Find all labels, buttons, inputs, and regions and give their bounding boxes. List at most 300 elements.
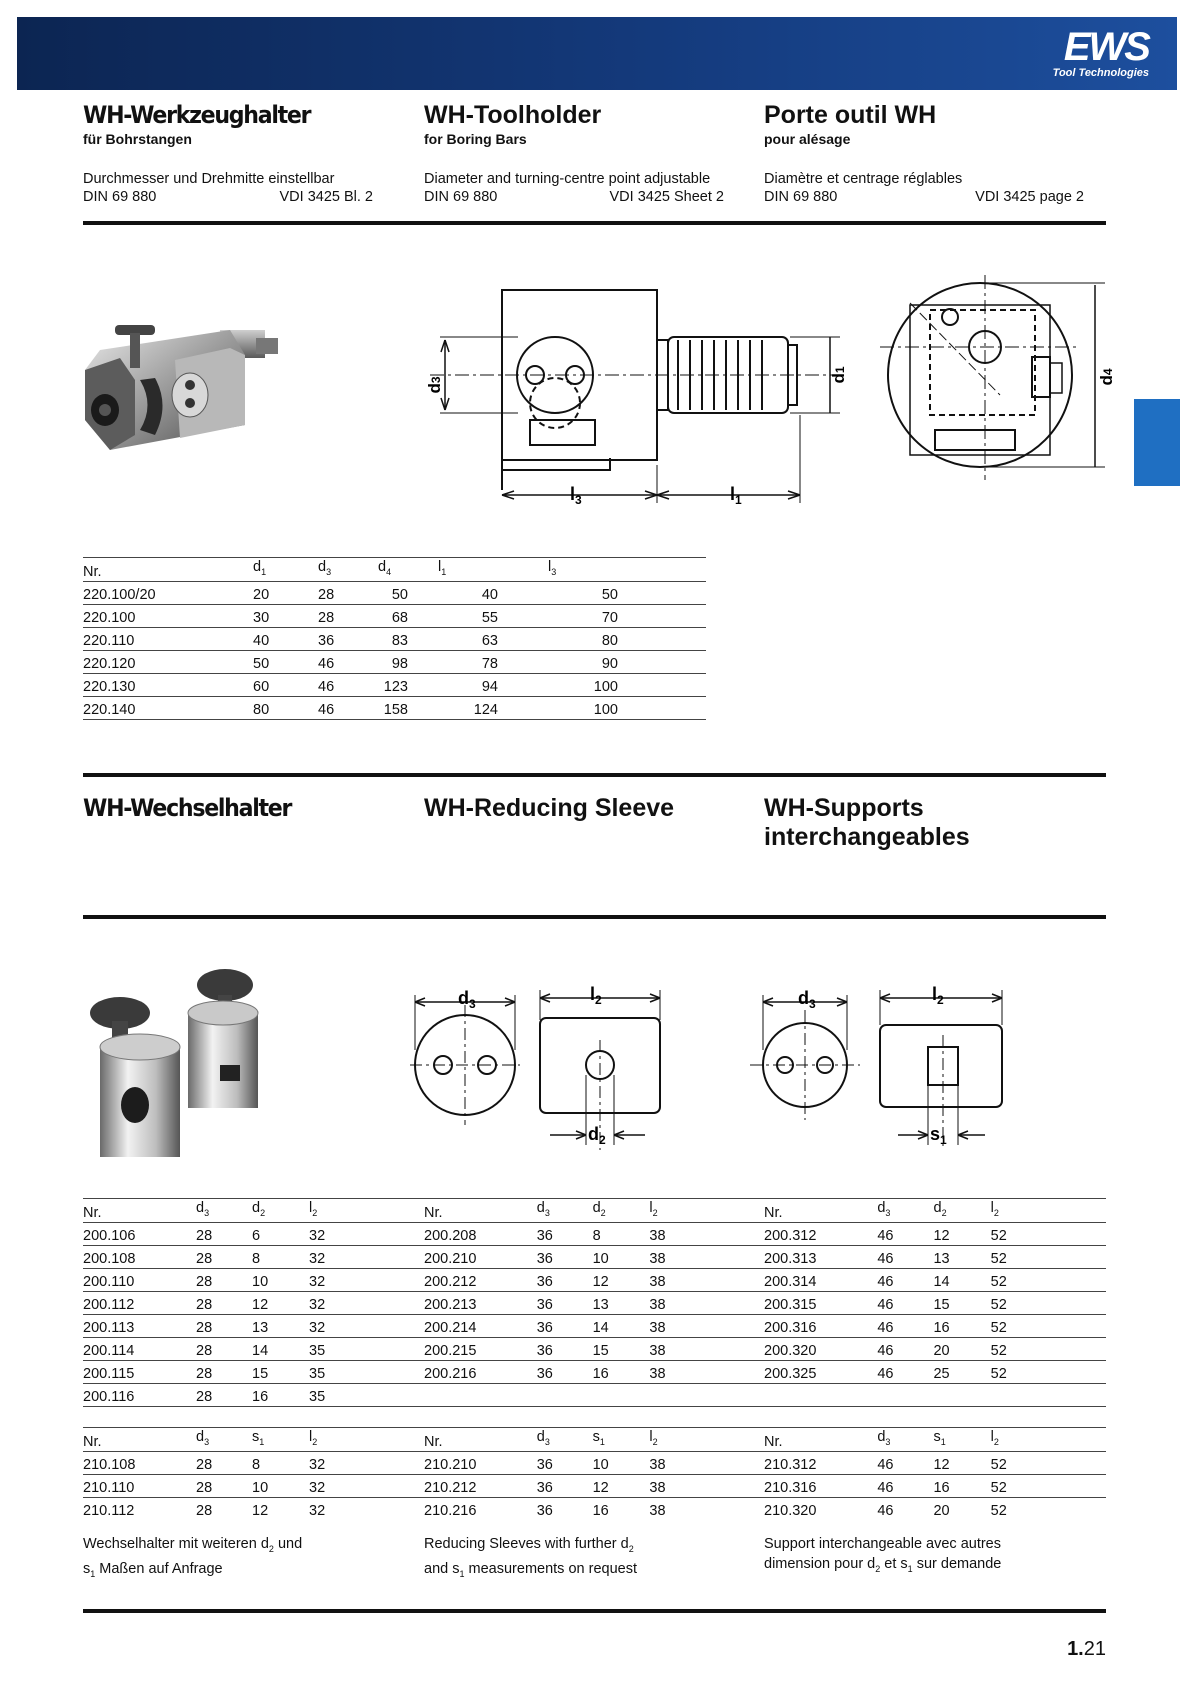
table-cell: 10 — [252, 1268, 309, 1291]
table-cell: 36 — [537, 1291, 593, 1314]
header-label: l — [649, 1200, 653, 1216]
header-subscript: 3 — [326, 566, 332, 577]
table-row — [424, 1497, 764, 1520]
section2-fr-heading — [764, 794, 970, 852]
table-header-cell — [309, 1199, 424, 1223]
dim-label-d2-sub: 2 — [599, 1133, 606, 1147]
table-cell: 63 — [438, 627, 548, 650]
fn-text: et s — [880, 1556, 908, 1572]
table-cell: 50 — [548, 581, 638, 604]
table-cell: 16 — [593, 1360, 650, 1383]
svg-text:d3 — [798, 988, 816, 1011]
svg-text:d2 — [588, 1124, 606, 1147]
header-subscript: 2 — [993, 1207, 999, 1218]
table-cell: 38 — [649, 1245, 764, 1268]
dim-label-l2-sub: 2 — [595, 993, 602, 1007]
reducing-sleeve-photo — [80, 955, 280, 1145]
section1-en-heading — [424, 101, 601, 148]
table-cell: 28 — [196, 1268, 252, 1291]
brand-tagline: Tool Technologies — [1052, 67, 1149, 79]
table-cell: 28 — [196, 1222, 252, 1245]
table-header-row — [83, 1428, 424, 1452]
header-subscript: 1 — [261, 566, 267, 577]
table-cell: 36 — [537, 1268, 593, 1291]
table-header-cell — [196, 1199, 252, 1223]
table-row — [83, 1245, 424, 1268]
table-cell: 20 — [253, 581, 318, 604]
table-row — [83, 1291, 424, 1314]
table-row — [83, 1451, 424, 1474]
measurement-table — [764, 1427, 1106, 1520]
table-row — [764, 1291, 1106, 1314]
table-cell: 46 — [877, 1451, 933, 1474]
header-subscript: 3 — [544, 1436, 550, 1447]
table-cell: 210.216 — [424, 1497, 537, 1520]
table-cell: 210.320 — [764, 1497, 877, 1520]
table-cell: 124 — [438, 696, 548, 719]
table-cell — [593, 1383, 650, 1406]
table-cell: 50 — [253, 650, 318, 673]
header-label: d — [536, 1200, 545, 1216]
table-header-cell — [252, 1428, 309, 1452]
table-cell — [649, 1383, 764, 1406]
table-row — [83, 581, 706, 604]
section1-fr-desc — [764, 170, 1084, 206]
section1-de-subtitle: für Bohrstangen — [83, 131, 192, 147]
header-subscript: 2 — [941, 1207, 947, 1218]
table-cell: 46 — [877, 1268, 933, 1291]
dim-label-l3-sub: 3 — [575, 493, 582, 507]
table-cell: 52 — [991, 1291, 1106, 1314]
table-cell: 94 — [438, 673, 548, 696]
header-label: Nr. — [764, 1204, 783, 1221]
table-row — [83, 673, 706, 696]
table-cell: 28 — [318, 581, 378, 604]
table-row — [83, 1268, 424, 1291]
table-cell: 200.314 — [764, 1268, 877, 1291]
table-cell: 38 — [649, 1314, 764, 1337]
table-cell: 38 — [649, 1497, 764, 1520]
table-cell: 28 — [318, 604, 378, 627]
table-cell: 200.325 — [764, 1360, 877, 1383]
brand-logo — [1053, 27, 1149, 79]
table-row — [764, 1474, 1106, 1497]
dim-label-l1-sub: 1 — [735, 493, 742, 507]
table-cell: 15 — [593, 1337, 650, 1360]
reducing-sleeve-drawing — [410, 980, 680, 1160]
table-cell: 36 — [537, 1245, 593, 1268]
table-header-cell — [592, 1199, 653, 1223]
header-label: Nr. — [764, 1433, 783, 1450]
section1-fr-subtitle: pour alésage — [764, 131, 851, 147]
header-label: l — [990, 1200, 994, 1216]
table-header-cell — [253, 558, 318, 582]
standard-din: DIN 69 880 — [764, 189, 838, 205]
table-cell: 200.320 — [764, 1337, 877, 1360]
table-cell: 40 — [253, 627, 318, 650]
table-cell: 80 — [253, 696, 318, 719]
table-cell: 90 — [548, 650, 638, 673]
fn-text: sur demande — [912, 1556, 1002, 1572]
table-header-cell — [991, 1199, 1106, 1223]
dim-label-d3-sub: 3 — [809, 997, 816, 1011]
svg-text:l3 — [570, 484, 582, 507]
table-row — [764, 1497, 1106, 1520]
header-subscript: 2 — [993, 1436, 999, 1447]
table-cell: 15 — [933, 1291, 990, 1314]
table-cell: 46 — [877, 1360, 933, 1383]
desc-text: Diamètre et centrage réglables — [764, 171, 963, 187]
section1-de-desc — [83, 170, 373, 206]
header-label: l — [990, 1429, 994, 1445]
measurement-table — [424, 1427, 764, 1520]
table-header-cell — [877, 1428, 933, 1452]
header-label: s — [592, 1429, 600, 1445]
table-cell: 220.130 — [83, 673, 253, 696]
table-cell: 200.213 — [424, 1291, 537, 1314]
header-subscript: 1 — [441, 566, 447, 577]
table-cell — [933, 1383, 990, 1406]
table-header-row — [424, 1428, 764, 1452]
table-row — [424, 1245, 764, 1268]
table-header-cell — [877, 1199, 933, 1223]
table-cell: 52 — [991, 1314, 1106, 1337]
table-cell: 12 — [593, 1474, 650, 1497]
table-header-cell — [378, 558, 438, 582]
table-cell: 46 — [877, 1314, 933, 1337]
table-filler — [638, 604, 706, 627]
table-cell: 14 — [933, 1268, 990, 1291]
header-label: d — [592, 1200, 601, 1216]
table-row — [83, 1360, 424, 1383]
table-row — [764, 1268, 1106, 1291]
table-cell: 12 — [933, 1451, 990, 1474]
table-row — [83, 696, 706, 719]
header-subscript: 3 — [885, 1207, 891, 1218]
support-interchangeable-drawing — [750, 980, 1020, 1160]
table-cell: 200.214 — [424, 1314, 537, 1337]
table-filler — [638, 558, 706, 582]
table-cell: 13 — [593, 1291, 650, 1314]
page-chapter: 1. — [1067, 1638, 1084, 1660]
section2-en-title: WH-Reducing Sleeve — [424, 794, 675, 822]
standard-vdi: VDI 3425 page 2 — [975, 189, 1084, 205]
table-cell: 20 — [933, 1497, 990, 1520]
table-cell: 36 — [537, 1451, 593, 1474]
dim-label-d1: d — [829, 373, 848, 384]
table-header-cell — [83, 558, 253, 582]
dim-label-s1-sub: 1 — [940, 1133, 947, 1147]
table-cell: 25 — [933, 1360, 990, 1383]
table-cell: 200.114 — [83, 1337, 196, 1360]
table-cell: 28 — [196, 1245, 252, 1268]
header-label: d — [253, 559, 262, 575]
fn-text: Wechselhalter mit weiteren d — [83, 1536, 269, 1552]
table-cell: 28 — [196, 1497, 252, 1520]
table-cell: 210.212 — [424, 1474, 537, 1497]
table-cell: 16 — [252, 1383, 309, 1406]
header-subscript: 2 — [652, 1436, 658, 1447]
table-cell: 10 — [252, 1474, 309, 1497]
table-header-cell — [309, 1428, 424, 1452]
table-cell: 20 — [933, 1337, 990, 1360]
table-cell: 80 — [548, 627, 638, 650]
footnote-de — [83, 1534, 302, 1584]
table-cell: 83 — [378, 627, 438, 650]
table-row — [83, 1474, 424, 1497]
measurement-table — [83, 1427, 424, 1520]
dim-label-l2: l — [932, 984, 938, 1004]
table-cell: 38 — [649, 1337, 764, 1360]
table-cell: 52 — [991, 1451, 1106, 1474]
svg-text:d3 — [425, 376, 444, 393]
table-cell: 220.110 — [83, 627, 253, 650]
table-cell: 158 — [378, 696, 438, 719]
table-cell: 200.108 — [83, 1245, 196, 1268]
header-label: d — [252, 1200, 261, 1216]
standard-vdi: VDI 3425 Bl. 2 — [279, 189, 373, 205]
table-cell: 52 — [991, 1245, 1106, 1268]
svg-text:d1 — [829, 366, 848, 383]
table-header-row — [83, 558, 706, 582]
header-subscript: 2 — [600, 1207, 606, 1218]
table-cell: 35 — [309, 1360, 424, 1383]
table-header-cell — [424, 1199, 537, 1223]
fn-text: measurements on request — [464, 1560, 637, 1577]
table-filler — [638, 627, 706, 650]
table-row — [424, 1291, 764, 1314]
table-row — [424, 1383, 764, 1406]
table-cell: 200.210 — [424, 1245, 537, 1268]
dim-label-d3-sub: 3 — [469, 997, 476, 1011]
table-cell: 46 — [877, 1222, 933, 1245]
table-row — [83, 604, 706, 627]
table-cell: 200.110 — [83, 1268, 196, 1291]
fn-sub: 1 — [459, 1568, 465, 1579]
table-cell: 46 — [318, 650, 378, 673]
table-cell: 78 — [438, 650, 548, 673]
table-cell: 46 — [877, 1474, 933, 1497]
table-header-cell — [764, 1199, 877, 1223]
table-row — [764, 1314, 1106, 1337]
table-cell: 220.120 — [83, 650, 253, 673]
table-cell: 52 — [991, 1474, 1106, 1497]
table-cell: 32 — [309, 1268, 424, 1291]
table-cell: 16 — [933, 1474, 990, 1497]
fn-sub: 2 — [875, 1563, 881, 1574]
section2-fr-title-line1: WH-Supports — [764, 794, 924, 822]
svg-text:l1 — [730, 484, 742, 507]
header-subscript: 3 — [544, 1207, 550, 1218]
table-header-cell — [438, 558, 548, 582]
footnote-fr — [764, 1534, 1001, 1579]
table-cell: 52 — [991, 1222, 1106, 1245]
dim-label-d1-sub: 1 — [833, 366, 847, 374]
table-header-cell — [424, 1428, 537, 1452]
fn-sub: 2 — [628, 1543, 634, 1554]
table-cell: 6 — [252, 1222, 309, 1245]
dim-label-l2-sub: 2 — [937, 993, 944, 1007]
header-label: Nr. — [83, 563, 102, 580]
table-filler — [638, 650, 706, 673]
table-header-cell — [252, 1199, 309, 1223]
dim-label-l3: l — [570, 484, 576, 504]
table-filler — [638, 581, 706, 604]
table-cell: 32 — [309, 1451, 424, 1474]
page-bottom-rule — [83, 1609, 1106, 1613]
table-cell: 16 — [593, 1497, 650, 1520]
table-cell: 70 — [548, 604, 638, 627]
fn-text: dimension pour d — [764, 1556, 876, 1572]
table-cell: 200.316 — [764, 1314, 877, 1337]
table-row — [83, 650, 706, 673]
table-cell: 12 — [933, 1222, 990, 1245]
header-subscript: 3 — [204, 1207, 210, 1218]
fn-text: Maßen auf Anfrage — [95, 1560, 223, 1577]
table-cell: 28 — [196, 1383, 252, 1406]
table-header-cell — [649, 1428, 764, 1452]
table-cell: 40 — [438, 581, 548, 604]
header-subscript: 3 — [551, 566, 557, 577]
table-cell: 28 — [196, 1474, 252, 1497]
header-label: d — [933, 1200, 942, 1216]
table-cell: 38 — [649, 1268, 764, 1291]
table-cell: 60 — [253, 673, 318, 696]
table-cell: 15 — [252, 1360, 309, 1383]
table-row — [424, 1451, 764, 1474]
table-cell: 14 — [593, 1314, 650, 1337]
table-cell: 32 — [309, 1474, 424, 1497]
table-cell: 220.100 — [83, 604, 253, 627]
header-label: l — [309, 1200, 313, 1216]
fn-text: Reducing Sleeves with further d — [424, 1536, 629, 1552]
table-row — [424, 1314, 764, 1337]
page-number — [1067, 1638, 1106, 1661]
table-cell: 200.113 — [83, 1314, 196, 1337]
standard-vdi: VDI 3425 Sheet 2 — [609, 189, 724, 205]
table-cell: 32 — [309, 1291, 424, 1314]
table-cell: 12 — [252, 1291, 309, 1314]
table-cell: 52 — [991, 1337, 1106, 1360]
table-filler — [638, 696, 706, 719]
measurement-table — [764, 1198, 1106, 1407]
table-row — [764, 1451, 1106, 1474]
section2-fr-title-line2: interchangeables — [764, 823, 970, 851]
table-row — [83, 1383, 424, 1406]
table-cell: 38 — [649, 1451, 764, 1474]
table-header-cell — [196, 1428, 252, 1452]
table-header-cell — [537, 1428, 593, 1452]
section1-en-title: WH-Toolholder — [424, 101, 602, 129]
table-row — [83, 1314, 424, 1337]
table-cell: 10 — [593, 1451, 650, 1474]
table-cell: 100 — [548, 696, 638, 719]
table-cell: 200.106 — [83, 1222, 196, 1245]
table-cell: 46 — [318, 673, 378, 696]
table-cell: 35 — [309, 1383, 424, 1406]
svg-text:l2 — [590, 984, 602, 1007]
section1-de-heading — [83, 101, 330, 148]
header-label: Nr. — [83, 1433, 102, 1450]
dim-label-s1: s — [930, 1124, 941, 1144]
table-cell: 210.112 — [83, 1497, 196, 1520]
table-cell: 28 — [196, 1314, 252, 1337]
section1-fr-title: Porte outil WH — [764, 101, 937, 129]
table-cell: 38 — [649, 1222, 764, 1245]
table-header-cell — [548, 558, 638, 582]
svg-text:d3 — [458, 988, 476, 1011]
table-cell: 200.115 — [83, 1360, 196, 1383]
footnote-en — [424, 1534, 637, 1584]
header-subscript: 3 — [885, 1436, 891, 1447]
table-cell: 32 — [309, 1245, 424, 1268]
dim-label-d3: d — [798, 988, 809, 1008]
table-cell: 36 — [537, 1222, 593, 1245]
dim-label-d2: d — [588, 1124, 599, 1144]
header-label: d — [318, 559, 327, 575]
dim-label-l1: l — [730, 484, 736, 504]
table-cell: 32 — [309, 1222, 424, 1245]
section1-en-desc — [424, 170, 724, 206]
standard-din: DIN 69 880 — [424, 189, 498, 205]
header-label: l — [438, 559, 442, 575]
table-header-cell — [318, 558, 378, 582]
fn-text: und — [273, 1536, 303, 1552]
table-cell: 200.313 — [764, 1245, 877, 1268]
dim-label-d4-sub: 4 — [1101, 368, 1115, 376]
table-header-row — [764, 1428, 1106, 1452]
table-cell: 36 — [318, 627, 378, 650]
chapter-tab — [1134, 399, 1180, 486]
dim-label-l2: l — [590, 984, 596, 1004]
table-header-cell — [933, 1199, 990, 1223]
table-header-row — [764, 1199, 1106, 1223]
fn-text: and s — [424, 1560, 460, 1577]
table-header-cell — [83, 1199, 196, 1223]
header-label: d — [378, 559, 387, 575]
header-subscript: 2 — [260, 1207, 266, 1218]
table-cell: 36 — [537, 1474, 593, 1497]
header-subscript: 2 — [312, 1436, 318, 1447]
header-label: Nr. — [424, 1204, 443, 1221]
table-cell: 98 — [378, 650, 438, 673]
dim-label-d3-sub: 3 — [429, 376, 443, 384]
table-row — [764, 1337, 1106, 1360]
dim-label-d4: d — [1097, 375, 1116, 386]
svg-text:s1 — [930, 1124, 947, 1147]
table-cell — [877, 1383, 933, 1406]
table-header-row — [424, 1199, 764, 1223]
table-header-cell — [537, 1199, 593, 1223]
measurement-table — [83, 1198, 424, 1407]
table-row — [764, 1222, 1106, 1245]
table-row — [424, 1268, 764, 1291]
header-label: d — [536, 1429, 545, 1445]
table-cell: 16 — [933, 1314, 990, 1337]
desc-text: Diameter and turning-centre point adjustable — [424, 171, 711, 187]
table-cell: 210.110 — [83, 1474, 196, 1497]
table-cell: 32 — [309, 1314, 424, 1337]
measurement-table — [424, 1198, 764, 1407]
header-subscript: 2 — [652, 1207, 658, 1218]
table-cell: 50 — [378, 581, 438, 604]
table-cell: 38 — [649, 1360, 764, 1383]
table-cell: 28 — [196, 1291, 252, 1314]
table-cell: 220.100/20 — [83, 581, 253, 604]
header-subscript: 3 — [204, 1436, 210, 1447]
toolholder-technical-drawing — [425, 275, 1140, 525]
table-cell: 35 — [309, 1337, 424, 1360]
